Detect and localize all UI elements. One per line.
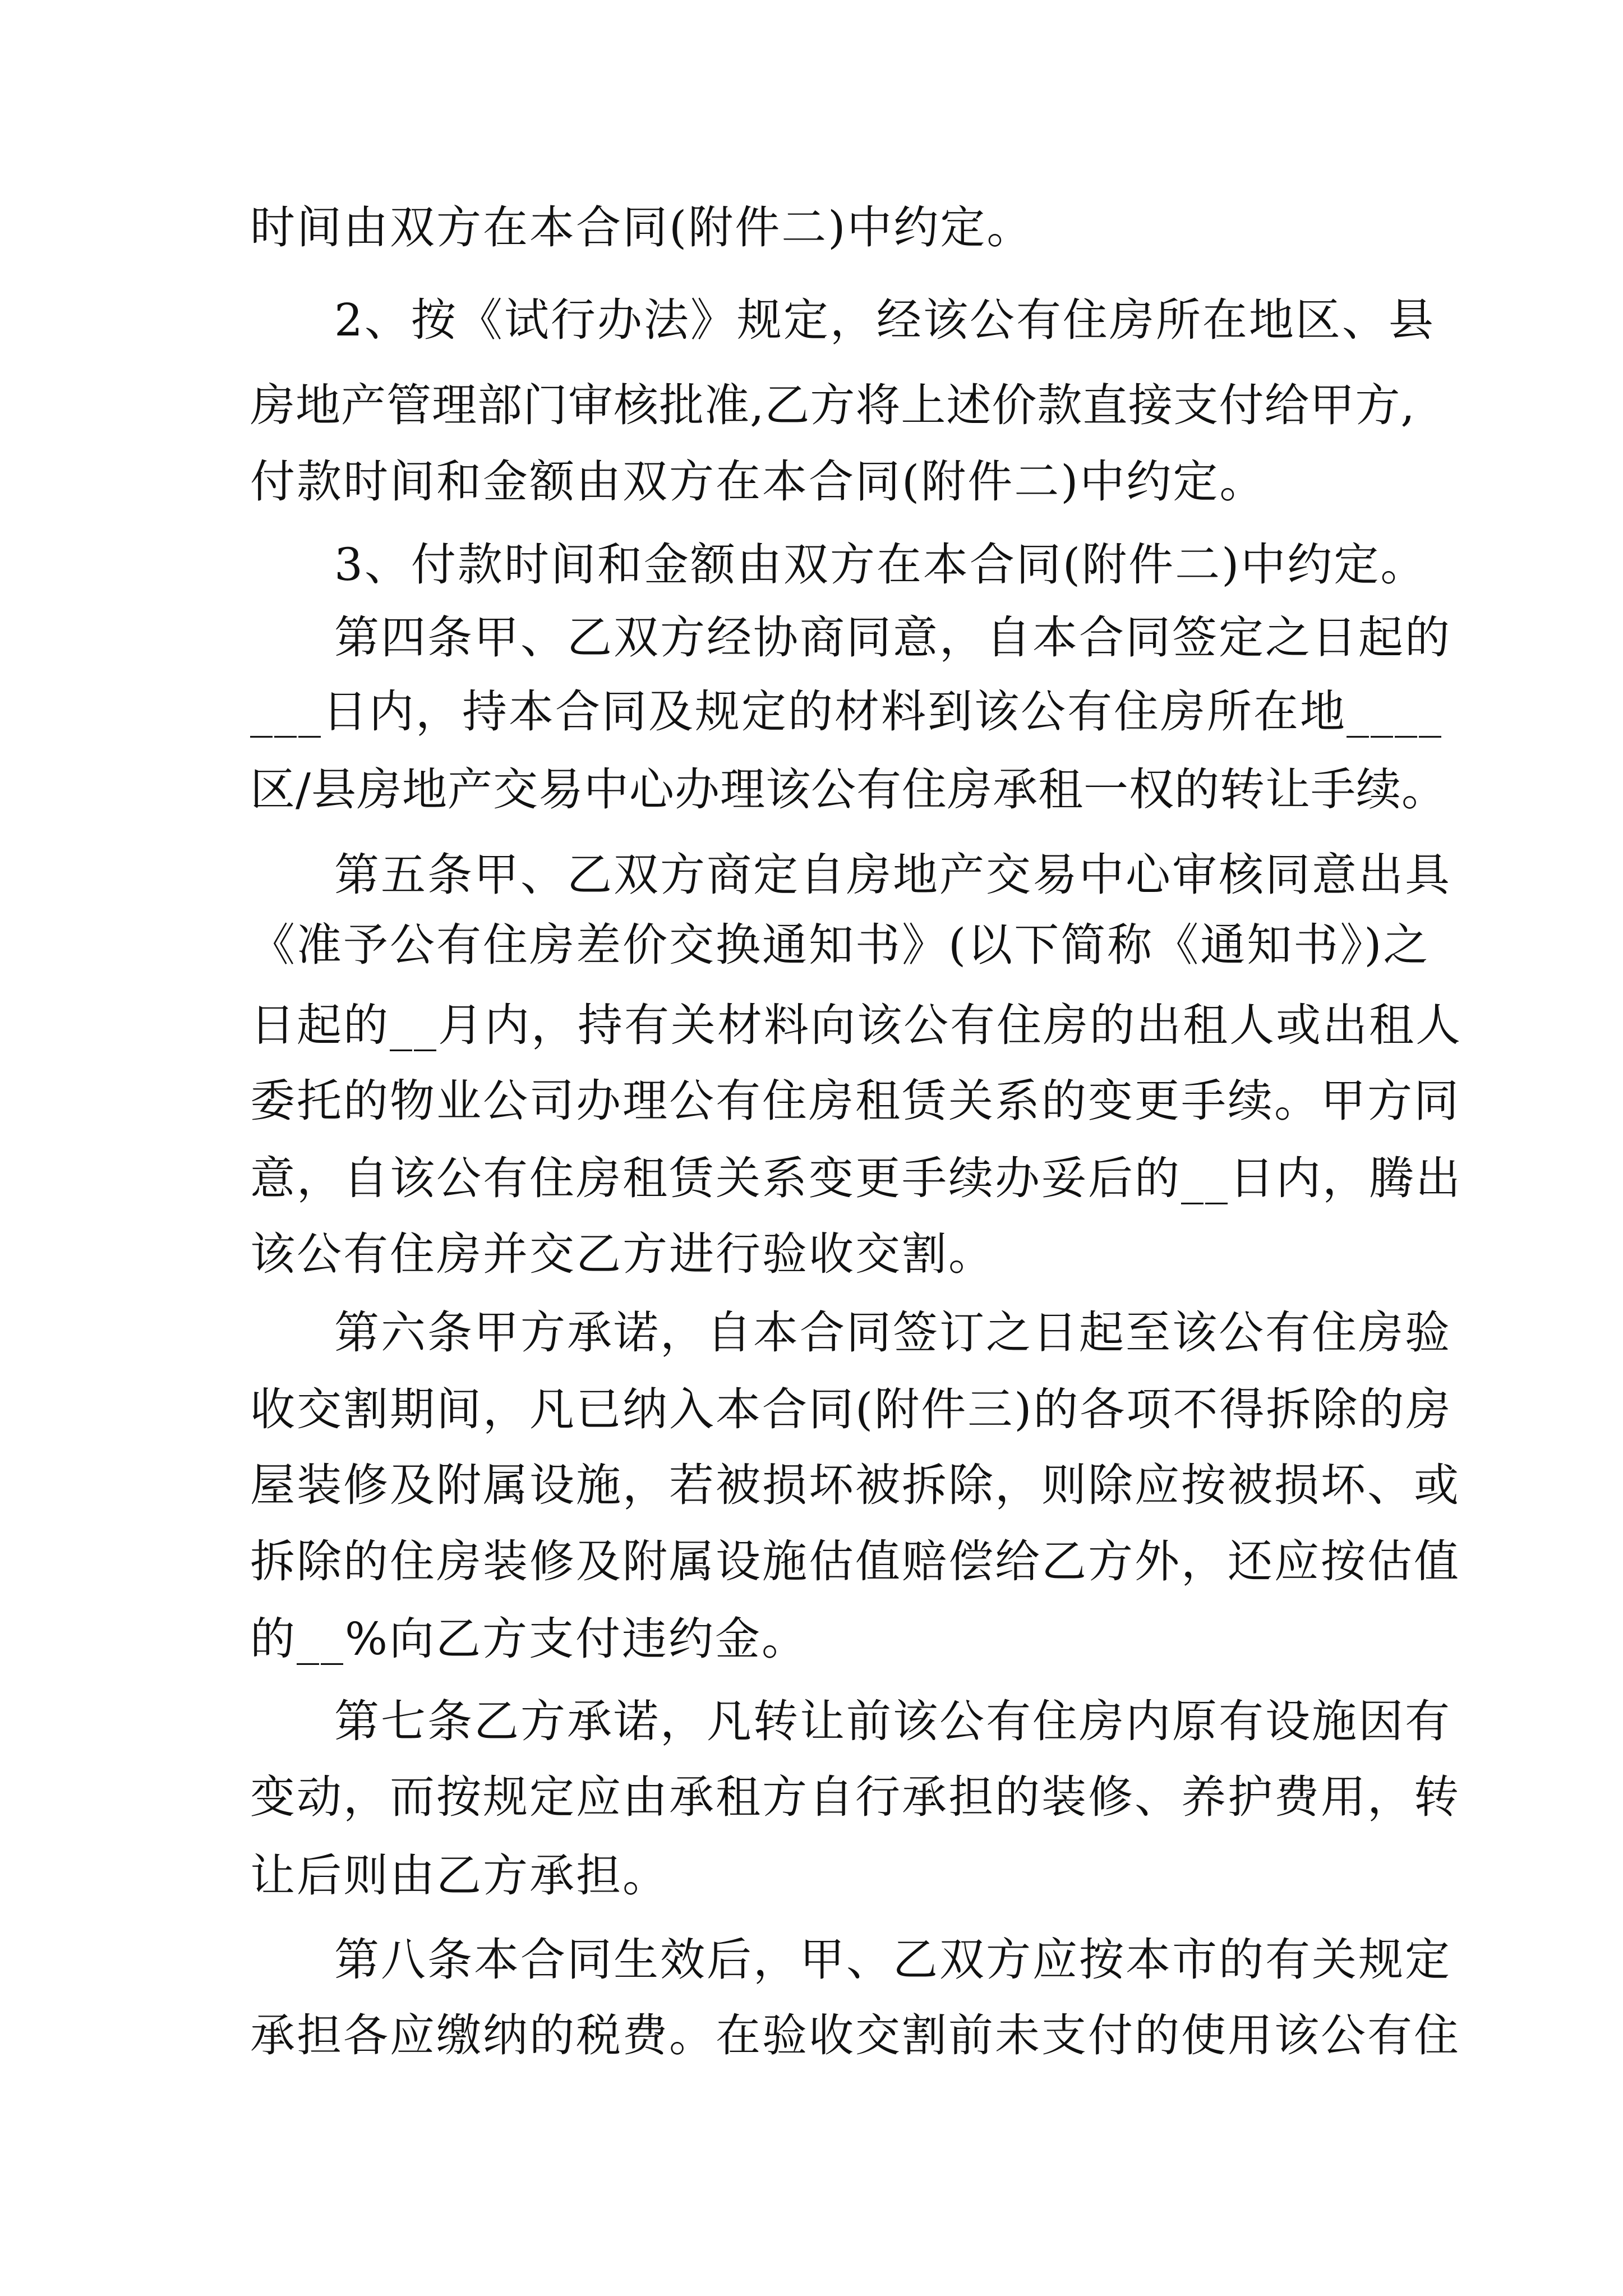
- text-line: 日起的__月内，持有关材料向该公有住房的出租人或出租人: [250, 999, 1462, 1051]
- text-line: 拆除的住房装修及附属设施估值赔偿给乙方外，还应按估值: [250, 1535, 1460, 1588]
- text-line: 2、按《试行办法》规定，经该公有住房所在地区、县: [334, 294, 1435, 346]
- text-line: 委托的物业公司办理公有住房租赁关系的变更手续。甲方同: [250, 1075, 1460, 1127]
- text-line: 该公有住房并交乙方进行验收交割。: [250, 1228, 995, 1280]
- text-line: 第五条甲、乙双方商定自房地产交易中心审核同意出具: [334, 849, 1451, 901]
- text-line: 《准予公有住房差价交换通知书》(以下简称《通知书》)之: [250, 919, 1430, 971]
- text-line: 屋装修及附属设施，若被损坏被拆除，则除应按被损坏、或: [250, 1459, 1460, 1511]
- text-line: 区/县房地产交易中心办理该公有住房承租一权的转让手续。: [250, 763, 1447, 816]
- text-line: 的__%向乙方支付违约金。: [250, 1613, 809, 1665]
- text-line: 房地产管理部门审核批准,乙方将上述价款直接支付给甲方,: [250, 379, 1415, 431]
- text-line: 3、付款时间和金额由双方在本合同(附件二)中约定。: [334, 539, 1427, 591]
- text-line: 第八条本合同生效后，甲、乙双方应按本市的有关规定: [334, 1934, 1451, 1986]
- text-line: 意，自该公有住房租赁关系变更手续办妥后的__日内，腾出: [250, 1152, 1462, 1204]
- text-line: 时间由双方在本合同(附件二)中约定。: [250, 201, 1034, 254]
- text-line: ___日内，持本合同及规定的材料到该公有住房所在地____: [250, 685, 1443, 738]
- text-line: 第七条乙方承诺，凡转让前该公有住房内原有设施因有: [334, 1695, 1451, 1747]
- text-line: 第四条甲、乙双方经协商同意，自本合同签定之日起的: [334, 611, 1451, 664]
- text-line: 第六条甲方承诺，自本合同签订之日起至该公有住房验: [334, 1306, 1451, 1359]
- text-line: 付款时间和金额由双方在本合同(附件二)中约定。: [250, 455, 1266, 508]
- text-line: 收交割期间，凡已纳入本合同(附件三)的各项不得拆除的房: [250, 1383, 1453, 1435]
- text-line: 承担各应缴纳的税费。在验收交割前未支付的使用该公有住: [250, 2009, 1460, 2062]
- text-line: 让后则由乙方承担。: [250, 1849, 669, 1902]
- text-line: 变动，而按规定应由承租方自行承担的装修、养护费用，转: [250, 1771, 1460, 1823]
